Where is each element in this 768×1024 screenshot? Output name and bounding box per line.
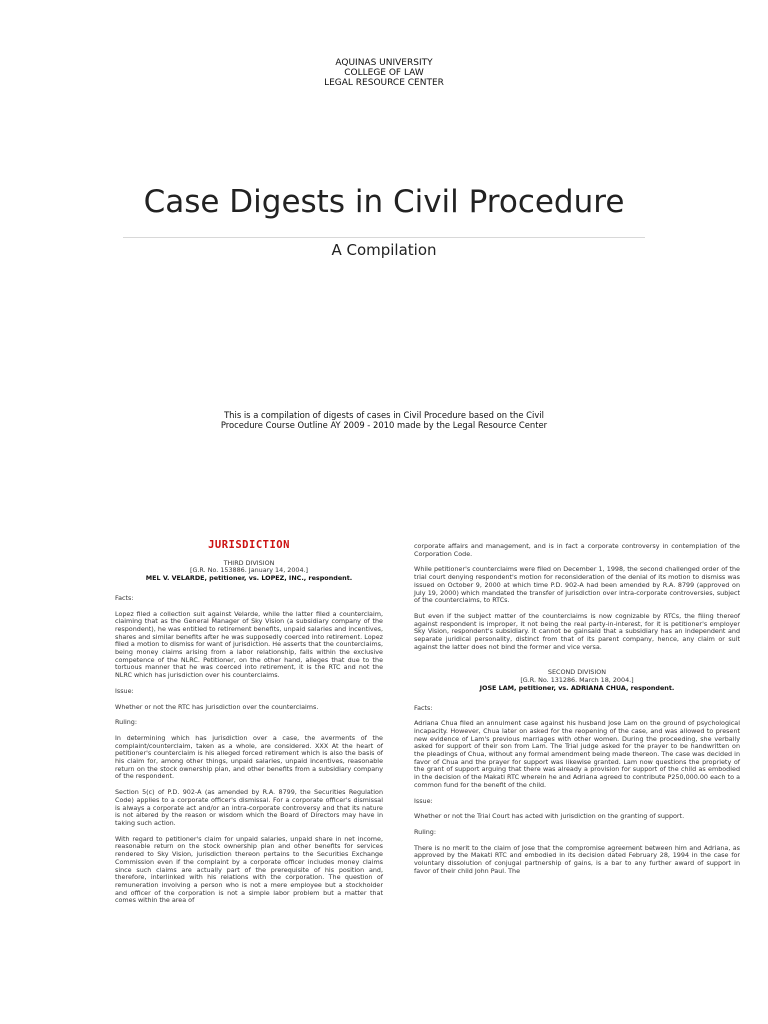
ruling-paragraph: With regard to petitioner's claim for unpaid salaries, unpaid share in net income, reasonable return on the stock ownership plan and other benefits for services rendered to Sky Vision, jurisdiction thereon pertains to the Securities Exchange Commission even if the complaint by a corporate officer includes money claims since such claims are actually part of the prerequisite of his position and, therefore, interlinked with his relations with the corporation. The question of remuneration involving a person who is not a mere employee but a stockholder and officer of the corporation is not a simple labor problem but a matter that comes within the area of: [115, 834, 383, 905]
case-parties: JOSE LAM, petitioner, vs. ADRIANA CHUA, respondent.: [479, 683, 675, 692]
case-division: THIRD DIVISION: [223, 558, 275, 567]
ruling-paragraph: In determining which has jurisdiction over a case, the averments of the complaint/counterclaim, taken as a whole, are considered. XXX At the heart of petitioner's counterclaim is his alleged forced retirement which is also the basis of his claim for, among other things, unpaid salaries, unpaid incentives, reasonable return on the stock ownership plan, and other benefits from a subsidiary company of the respondent.: [115, 733, 383, 781]
facts-text: Lopez filed a collection suit against Velarde, while the latter filed a counterclaim, claiming that as the General Manager of Sky Vision (a subsidiary company of the respondent), he was entitled to retirement benefits, unpaid salaries and incentives, shares and similar benefits after he was supposedly coerced into retirement. Lopez filed a motion to dismiss for want of jurisdiction. He asserts that the counterclaims, being money claims arising from a labor relationship, falls within the exclusive competence of the NLRC. Petitioner, on the other hand, alleges that due to the tortuous manner that he was coerced into retirement, it is the RTC and not the NLRC which has jurisdiction over his counterclaims.: [115, 609, 383, 680]
document-subtitle: A Compilation: [331, 241, 437, 259]
facts-label: Facts:: [414, 703, 433, 712]
ruling-paragraph: corporate affairs and management, and is in fact a corporate controversy in contemplation of the Corporation Code.: [414, 542, 740, 558]
document-title: Case Digests in Civil Procedure: [143, 184, 625, 220]
ruling-paragraph: While petitioner's counterclaims were filed on December 1, 1998, the second challenged order of the trial court denying respondent's motion for reconsideration of the denial of its motion to dismiss was issued on October 9, 2000 at which time P.D. 902-A had been amended by R.A. 8799 (approved on July 19, 2000) which mandated the transfer of jurisdiction over intra-corporate controversies, subject of the counterclaims, to RTCs.: [414, 565, 740, 605]
case-parties: MEL V. VELARDE, petitioner, vs. LOPEZ, INC., respondent.: [145, 574, 353, 583]
ruling-label: Ruling:: [414, 827, 437, 836]
issue-text: Whether or not the RTC has jurisdiction over the counterclaims.: [115, 702, 319, 711]
ruling-paragraph: There is no merit to the claim of Jose that the compromise agreement between him and Adriana, as approved by the Makati RTC and embodied in its decision dated February 28, 1994 in the case for voluntary dissolution of conjugal partnership of gains, is a bar to any further award of support in favor of their child John Paul. The: [414, 843, 740, 875]
institution-line: LEGAL RESOURCE CENTER: [324, 78, 444, 88]
section-heading: JURISDICTION: [208, 539, 290, 551]
intro-paragraph: This is a compilation of digests of cases in Civil Procedure based on the Civil Procedure Course Outline AY 2009 - 2010 made by the Legal Resource Center: [220, 410, 548, 430]
case-division: SECOND DIVISION: [547, 668, 607, 677]
institution-line: COLLEGE OF LAW: [344, 68, 424, 78]
facts-text: Adriana Chua filed an annulment case against his husband Jose Lam on the ground of psychological incapacity. However, Chua later on asked for the reopening of the case, and was allowed to present new evidence of Lam's previous marriages with other women. During the proceeding, she verbally asked for support of their son from Lam. The Trial judge asked for the prayer to be handwritten on the pleadings of Chua, without any formal amendment being made thereon. The case was decided in favor of Chua and the prayer for support was likewise granted. Lam now questions the propriety of the grant of support arguing that there was already a provision for support of the child as embodied in the decision of the Makati RTC wherein he and Adriana agreed to contribute P250,000.00 each to a common fund for the benefit of the child.: [414, 719, 740, 789]
institution-header: [0, 58, 768, 88]
institution-line: AQUINAS UNIVERSITY: [335, 58, 433, 68]
left-column: [115, 539, 383, 913]
case-gr-number: [G.R. No. 131286. March 18, 2004.]: [520, 676, 634, 685]
ruling-label: Ruling:: [115, 718, 138, 727]
issue-label: Issue:: [115, 686, 134, 695]
issue-text: Whether or not the Trial Court has acted with jurisdiction on the granting of support.: [414, 812, 685, 821]
case-gr-number: [G.R. No. 153886. January 14, 2004.]: [189, 566, 309, 575]
ruling-paragraph: Section 5(c) of P.D. 902-A (as amended by R.A. 8799, the Securities Regulation Code) applies to a corporate officer's dismissal. For a corporate officer's dismissal is always a corporate act and/or an intra-corporate controversy and that its nature is not altered by the reason or wisdom which the Board of Directors may have in taking such action.: [115, 788, 383, 827]
ruling-paragraph: But even if the subject matter of the counterclaims is now cognizable by RTCs, the filing thereof against respondent is improper, it not being the real party-in-interest, for it is petitioner's employer Sky Vision, respondent's subsidiary. It cannot be gainsaid that a subsidiary has an independent and separate juridical personality, distinct from that of its parent company, hence, any claim or suit against the latter does not bind the former and vice versa.: [414, 611, 740, 651]
case-caption: [115, 560, 383, 583]
issue-label: Issue:: [414, 796, 433, 805]
facts-label: Facts:: [115, 593, 134, 602]
title-divider: [123, 237, 645, 238]
right-column: [414, 543, 740, 884]
case-caption: [414, 669, 740, 692]
